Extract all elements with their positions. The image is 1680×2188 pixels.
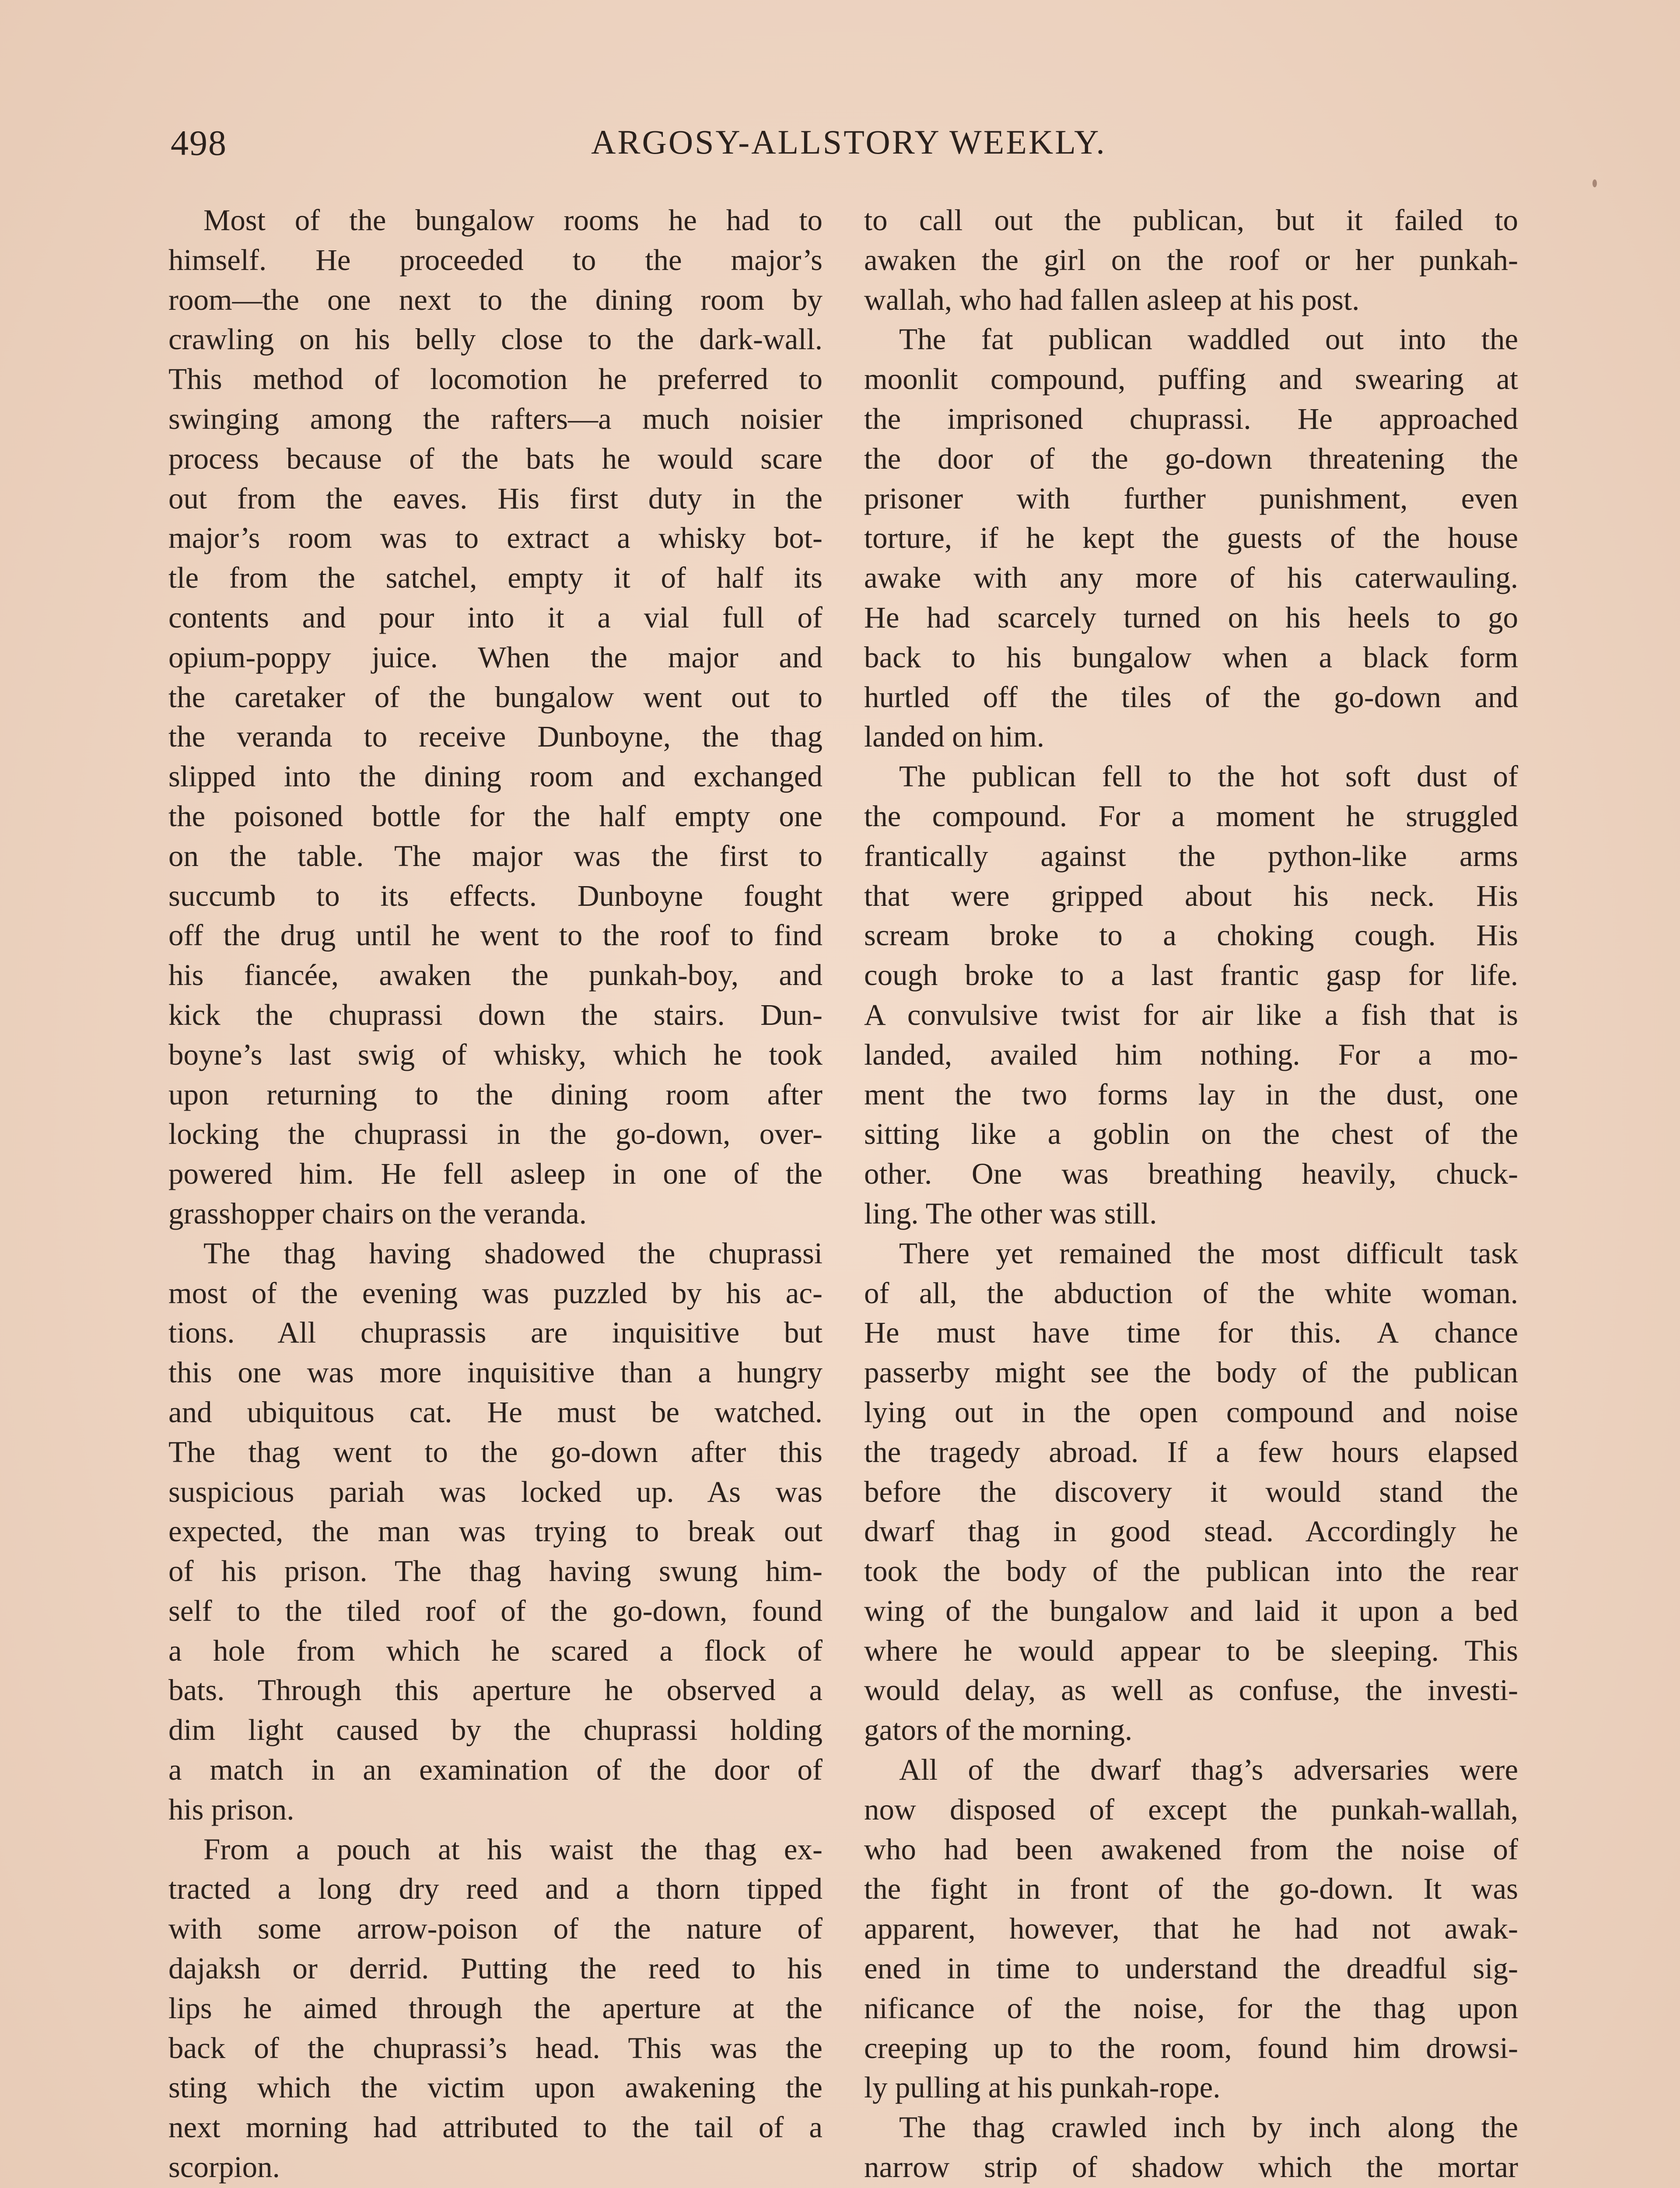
text-line: locking the chuprassi in the go-down, over- <box>168 1117 822 1151</box>
text-line: He had scarcely turned on his heels to go <box>864 600 1518 634</box>
text-line: The fat publican waddled out into the <box>899 323 1518 356</box>
text-line: scream broke to a choking cough. His <box>864 919 1518 952</box>
text-line: the caretaker of the bungalow went out to <box>168 680 822 714</box>
text-line: The thag having shadowed the chuprassi <box>203 1236 822 1270</box>
text-line: awaken the girl on the roof or her punkah- <box>864 243 1518 277</box>
text-line: now disposed of except the punkah-wallah, <box>864 1792 1518 1826</box>
text-line: cough broke to a last frantic gasp for life. <box>864 958 1518 992</box>
paper-speck <box>1592 179 1597 187</box>
text-line: narrow strip of shadow which the mortar <box>864 2150 1518 2184</box>
text-line: The thag went to the go-down after this <box>168 1435 822 1469</box>
text-line: ment the two forms lay in the dust, one <box>864 1077 1518 1111</box>
text-line: tle from the satchel, empty it of half its <box>168 561 822 595</box>
text-line: the door of the go-down threatening the <box>864 442 1518 475</box>
running-head: ARGOSY-ALLSTORY WEEKLY. <box>591 123 1106 161</box>
text-line: awake with any more of his caterwauling. <box>864 561 1518 595</box>
text-line: the poisoned bottle for the half empty one <box>168 799 822 833</box>
text-line: From a pouch at his waist the thag ex- <box>203 1832 822 1866</box>
text-line: the compound. For a moment he struggled <box>864 799 1518 833</box>
text-line: of his prison. The thag having swung him- <box>168 1554 822 1588</box>
text-columns <box>168 200 1518 2188</box>
text-line: lying out in the open compound and noise <box>864 1395 1518 1429</box>
text-line: crawling on his belly close to the dark-wall. <box>168 323 822 356</box>
text-line: All of the dwarf thag’s adversaries were <box>899 1753 1518 1787</box>
text-line: ling. The other was still. <box>864 1196 1157 1230</box>
text-line: tracted a long dry reed and a thorn tipped <box>168 1872 822 1906</box>
text-line: The publican fell to the hot soft dust of <box>899 760 1518 793</box>
text-line: bats. Through this aperture he observed a <box>168 1673 822 1707</box>
text-line: to call out the publican, but it failed to <box>864 203 1518 237</box>
text-line: ly pulling at his punkah-rope. <box>864 2071 1221 2104</box>
text-line: with some arrow-poison of the nature of <box>168 1912 822 1946</box>
text-line: major’s room was to extract a whisky bot- <box>168 521 822 555</box>
text-line: off the drug until he went to the roof to find <box>168 919 822 952</box>
text-line: of all, the abduction of the white woman. <box>864 1276 1518 1310</box>
text-line: hurtled off the tiles of the go-down and <box>864 680 1518 714</box>
text-line: sitting like a goblin on the chest of the <box>864 1117 1518 1151</box>
text-line: next morning had attributed to the tail of a <box>168 2111 822 2144</box>
text-line: This method of locomotion he preferred to <box>168 362 822 396</box>
text-line: the tragedy abroad. If a few hours elapsed <box>864 1435 1518 1469</box>
text-line: the veranda to receive Dunboyne, the thag <box>168 720 822 754</box>
text-line: frantically against the python-like arms <box>864 839 1518 873</box>
text-line: out from the eaves. His first duty in the <box>168 481 822 515</box>
text-line: A convulsive twist for air like a fish that is <box>864 998 1518 1031</box>
text-line: where he would appear to be sleeping. This <box>864 1634 1518 1667</box>
text-line: on the table. The major was the first to <box>168 839 822 873</box>
text-line: tions. All chuprassis are inquisitive but <box>168 1316 822 1350</box>
text-line: and ubiquitous cat. He must be watched. <box>168 1395 822 1429</box>
text-line: most of the evening was puzzled by his ac- <box>168 1276 822 1310</box>
text-line: suspicious pariah was locked up. As was <box>168 1475 822 1508</box>
text-line: his prison. <box>168 1792 294 1826</box>
text-line: process because of the bats he would scare <box>168 442 822 475</box>
text-line: nificance of the noise, for the thag upon <box>864 1991 1518 2025</box>
text-line: Most of the bungalow rooms he had to <box>203 203 822 237</box>
text-line: The thag crawled inch by inch along the <box>899 2111 1518 2144</box>
text-line: powered him. He fell asleep in one of the <box>168 1157 822 1191</box>
text-line: kick the chuprassi down the stairs. Dun- <box>168 998 822 1031</box>
page-number: 498 <box>171 123 227 163</box>
text-line: room—the one next to the dining room by <box>168 283 822 316</box>
text-line: other. One was breathing heavily, chuck- <box>864 1157 1518 1191</box>
text-line: his fiancée, awaken the punkah-boy, and <box>168 958 822 992</box>
right-column <box>864 200 1518 2188</box>
text-line: passerby might see the body of the publican <box>864 1356 1518 1389</box>
text-line: succumb to its effects. Dunboyne fought <box>168 879 822 912</box>
text-line: dim light caused by the chuprassi holding <box>168 1713 822 1747</box>
text-line: self to the tiled roof of the go-down, found <box>168 1594 822 1627</box>
text-line: wing of the bungalow and laid it upon a bed <box>864 1594 1518 1627</box>
text-line: took the body of the publican into the rear <box>864 1554 1518 1588</box>
text-line: boyne’s last swig of whisky, which he took <box>168 1038 822 1071</box>
text-line: expected, the man was trying to break out <box>168 1515 822 1548</box>
text-line: creeping up to the room, found him drowsi- <box>864 2031 1518 2065</box>
text-line: slipped into the dining room and exchanged <box>168 760 822 793</box>
text-line: scorpion. <box>168 2150 280 2184</box>
text-line: would delay, as well as confuse, the investi- <box>864 1673 1518 1707</box>
text-line: apparent, however, that he had not awak- <box>864 1912 1518 1946</box>
text-line: that were gripped about his neck. His <box>864 879 1518 912</box>
text-line: dwarf thag in good stead. Accordingly he <box>864 1515 1518 1548</box>
text-line: before the discovery it would stand the <box>864 1475 1518 1508</box>
text-line: There yet remained the most difficult task <box>899 1236 1518 1270</box>
text-line: wallah, who had fallen asleep at his post. <box>864 283 1360 316</box>
page-header <box>171 123 1527 175</box>
text-line: He must have time for this. A chance <box>864 1316 1518 1350</box>
text-line: a hole from which he scared a flock of <box>168 1634 822 1667</box>
text-line: ened in time to understand the dreadful sig- <box>864 1952 1518 1985</box>
text-line: contents and pour into it a vial full of <box>168 600 822 634</box>
text-line: himself. He proceeded to the major’s <box>168 243 822 277</box>
text-line: this one was more inquisitive than a hungry <box>168 1356 822 1389</box>
text-line: the imprisoned chuprassi. He approached <box>864 402 1518 435</box>
text-line: torture, if he kept the guests of the house <box>864 521 1518 555</box>
text-line: swinging among the rafters—a much noisier <box>168 402 822 435</box>
text-line: gators of the morning. <box>864 1713 1133 1747</box>
text-line: upon returning to the dining room after <box>168 1077 822 1111</box>
text-line: prisoner with further punishment, even <box>864 481 1518 515</box>
text-line: who had been awakened from the noise of <box>864 1832 1518 1866</box>
text-line: opium-poppy juice. When the major and <box>168 640 822 674</box>
text-line: a match in an examination of the door of <box>168 1753 822 1787</box>
text-line: dajaksh or derrid. Putting the reed to his <box>168 1952 822 1985</box>
text-line: landed, availed him nothing. For a mo- <box>864 1038 1518 1071</box>
text-line: back to his bungalow when a black form <box>864 640 1518 674</box>
text-line: the fight in front of the go-down. It was <box>864 1872 1518 1906</box>
text-line: lips he aimed through the aperture at the <box>168 1991 822 2025</box>
text-line: moonlit compound, puffing and swearing at <box>864 362 1518 396</box>
text-line: grasshopper chairs on the veranda. <box>168 1196 587 1230</box>
left-column <box>168 200 822 2188</box>
text-line: back of the chuprassi’s head. This was the <box>168 2031 822 2065</box>
text-line: landed on him. <box>864 720 1045 754</box>
text-line: sting which the victim upon awakening the <box>168 2071 822 2104</box>
